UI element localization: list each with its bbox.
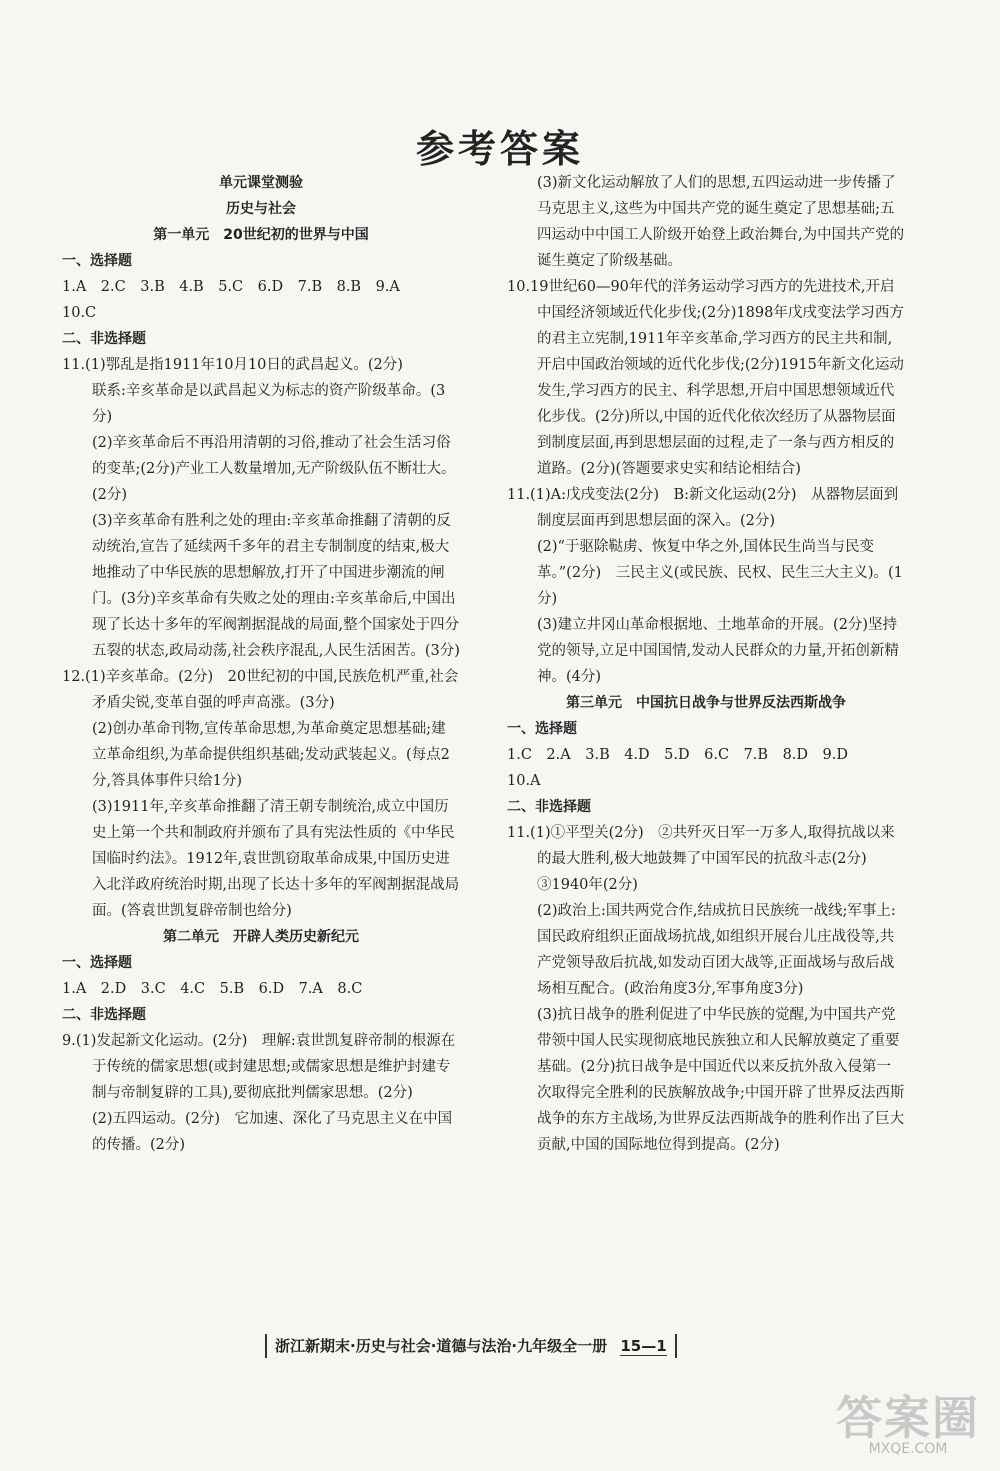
answer-paragraph: (2)五四运动。(2分) 它加速、深化了马克思主义在中国的传播。(2分) <box>92 1111 453 1153</box>
answer-paragraph: (3)1911年,辛亥革命推翻了清王朝专制统治,成立中国历史上第一个共和制政府并颁布了具有宪法性质的《中华民国临时约法》。1912年,袁世凯窃取革命成果,中国历史进入北洋政府统治时期,出现了长达十多年的军阀割据混战局面。(答袁世凯复辟帝制也给分) <box>92 799 460 919</box>
choice-answers: 1.A 2.C 3.B 4.B 5.C 6.D 7.B 8.B 9.A <box>62 279 400 295</box>
answer-paragraph: 11.(1)①平型关(2分) ②共歼灭日军一万多人,取得抗战以来的最大胜利,极大地鼓舞了中国军民的抗敌斗志(2分) ③1940年(2分) <box>507 825 895 893</box>
answer-paragraph: 12.(1)辛亥革命。(2分) 20世纪初的中国,民族危机严重,社会矛盾尖锐,变革自强的呼声高涨。(3分) <box>62 669 459 711</box>
choice-heading: 一、选择题 <box>62 955 132 971</box>
answer-paragraph: 11.(1)A:戊戌变法(2分) B:新文化运动(2分) 从器物层面到制度层面再到思想层面的深入。(2分) <box>507 487 899 529</box>
watermark <box>836 1391 980 1457</box>
nonchoice-heading: 二、非选择题 <box>62 331 146 347</box>
page-title: 参考答案 <box>415 127 584 171</box>
answer-paragraph: 11.(1)鄂乱是指1911年10月10日的武昌起义。(2分) <box>62 357 403 373</box>
answer-paragraph: (2)创办革命刊物,宣传革命思想,为革命奠定思想基础;建立革命组织,为革命提供组织基础;发动武装起义。(每点2分,答具体事件只给1分) <box>92 721 450 789</box>
answer-paragraph: 10.19世纪60—90年代的洋务运动学习西方的先进技术,开启中国经济领域近代化步伐;(2分)1898年戊戌变法学习西方的君主立宪制,1911年辛亥革命,学习西方的民主共和制,开启中国政治领域的近代化步伐;(2分)1915年新文化运动发生,学习西方的民主、科学思想,开启中国思想领域近代化步伐。(2分)所以,中国的近代化依次经历了从器物层面到制度层面,再到思想层面的过程,走了一条与西方相反的道路。(2分)(答题要求史实和结论相结合) <box>507 279 904 477</box>
unit-heading: 第三单元 中国抗日战争与世界反法西斯战争 <box>566 695 846 711</box>
answer-paragraph: (3)建立井冈山革命根据地、土地革命的开展。(2分)坚持党的领导,立足中国国情,发动人民群众的力量,开拓创新精神。(4分) <box>537 617 899 685</box>
section-heading: 单元课堂测验 <box>219 175 303 191</box>
answer-paragraph: (2)政治上:国共两党合作,结成抗日民族统一战线;军事上:国民政府组织正面战场抗战,如组织开展台儿庄战役等,共产党领导敌后抗战,如发动百团大战等,正面战场与敌后战场相互配合。(政治角度3分,军事角度3分) <box>537 903 896 997</box>
choice-answers: 1.A 2.D 3.C 4.C 5.B 6.D 7.A 8.C <box>62 981 363 997</box>
choice-heading: 一、选择题 <box>507 721 577 737</box>
right-column <box>507 170 905 1158</box>
nonchoice-heading: 二、非选择题 <box>62 1007 146 1023</box>
choice-answers: 10.A <box>507 773 541 789</box>
watermark-logo: 答案圈 <box>836 1391 980 1445</box>
choice-answers: 10.C <box>62 305 97 321</box>
choice-answers: 1.C 2.A 3.B 4.D 5.D 6.C 7.B 8.D 9.D <box>507 747 848 763</box>
answer-paragraph: 9.(1)发起新文化运动。(2分) 理解:袁世凯复辟帝制的根源在于传统的儒家思想(或封建思想;或儒家思想是维护封建专制与帝制复辟的工具),要彻底批判儒家思想。(2分) <box>62 1033 456 1101</box>
page-footer <box>265 1334 677 1358</box>
subject-heading: 历史与社会 <box>226 201 296 217</box>
unit-heading: 第一单元 20世纪初的世界与中国 <box>153 227 369 243</box>
answer-paragraph: (3)抗日战争的胜利促进了中华民族的觉醒,为中国共产党带领中国人民实现彻底地民族独立和人民解放奠定了重要基础。(2分)抗日战争是中国近代以来反抗外敌入侵第一次取得完全胜利的民族解放战争;中国开辟了世界反法西斯战争的东方主战场,为世界反法西斯战争的胜利作出了巨大贡献,中国的国际地位得到提高。(2分) <box>537 1007 905 1153</box>
answer-paragraph: 联系:辛亥革命是以武昌起义为标志的资产阶级革命。(3分) <box>92 383 446 425</box>
nonchoice-heading: 二、非选择题 <box>507 799 591 815</box>
answer-paragraph: (3)辛亥革命有胜利之处的理由:辛亥革命推翻了清朝的反动统治,宣告了延续两千多年的君主专制制度的结束,极大地推动了中华民族的思想解放,打开了中国进步潮流的闸门。(3分)辛亥革命有失败之处的理由:辛亥革命后,中国出现了长达十多年的军阀割据混战的局面,整个国家处于四分五裂的状态,政局动荡,社会秩序混乱,人民生活困苦。(3分) <box>92 513 460 659</box>
choice-heading: 一、选择题 <box>62 253 132 269</box>
answer-paragraph: (2)“于驱除鞑虏、恢复中华之外,国体民生尚当与民变革。”(2分) 三民主义(或民族、民权、民生三大主义)。(1分) <box>537 539 903 607</box>
watermark-url: MXQE.COM <box>868 1441 948 1457</box>
left-column <box>62 170 460 1158</box>
answer-paragraph: (2)辛亥革命后不再沿用清朝的习俗,推动了社会生活习俗的变革;(2分)产业工人数量增加,无产阶级队伍不断壮大。(2分) <box>92 435 456 503</box>
footer-text: 浙江新期末·历史与社会·道德与法治·九年级全一册 <box>275 1337 608 1355</box>
page-code: 15—1 <box>620 1337 667 1355</box>
answer-paragraph: (3)新文化运动解放了人们的思想,五四运动进一步传播了马克思主义,这些为中国共产党的诞生奠定了思想基础;五四运动中中国工人阶级开始登上政治舞台,为中国共产党的诞生奠定了阶级基础。 <box>537 175 905 269</box>
unit-heading: 第二单元 开辟人类历史新纪元 <box>163 929 359 945</box>
